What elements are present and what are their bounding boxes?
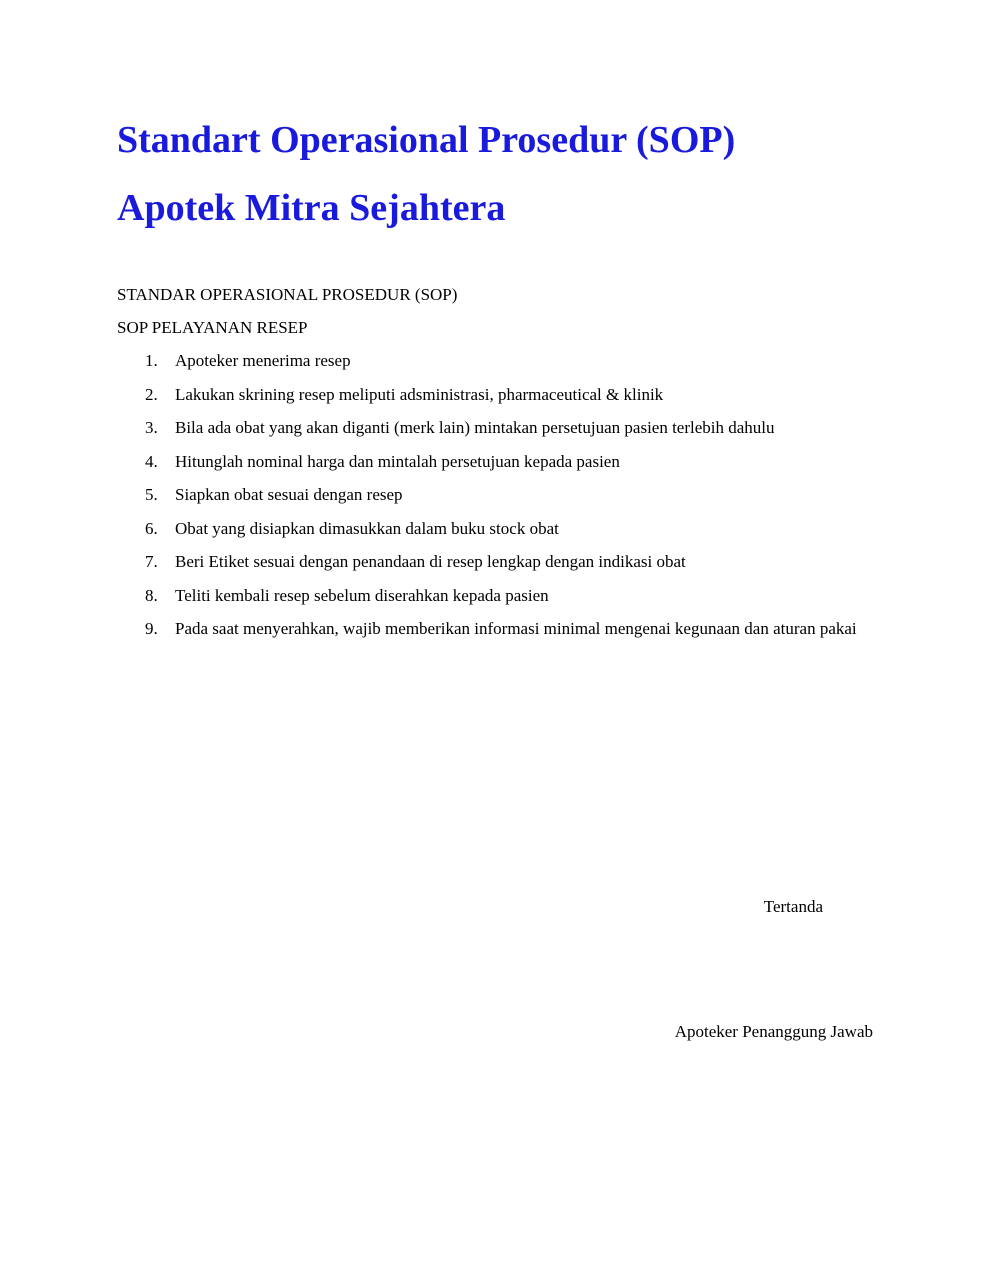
step-number: 9. <box>145 619 158 638</box>
procedure-step <box>0 351 989 385</box>
step-number: 6. <box>145 518 158 538</box>
step-text: Obat yang disiapkan dimasukkan dalam buku stock obat <box>175 518 559 538</box>
step-number: 3. <box>145 418 158 437</box>
document-title-line-2: Apotek Mitra Sejahtera <box>117 187 506 229</box>
procedure-step <box>0 452 989 486</box>
step-text: Teliti kembali resep sebelum diserahkan kepada pasien <box>175 585 549 605</box>
procedure-steps-list <box>0 351 989 653</box>
procedure-step <box>0 418 989 452</box>
step-number: 8. <box>145 585 158 605</box>
document-title-line-1: Standart Operasional Prosedur (SOP) <box>117 119 736 161</box>
step-number: 5. <box>145 485 158 504</box>
step-text: Bila ada obat yang akan diganti (merk lain) mintakan persetujuan pasien terlebih dahulu <box>175 418 775 437</box>
procedure-step <box>0 385 989 419</box>
procedure-step <box>0 485 989 519</box>
procedure-step <box>0 619 989 653</box>
step-number: 7. <box>145 552 158 571</box>
procedure-step <box>0 552 989 586</box>
step-text: Siapkan obat sesuai dengan resep <box>175 485 403 504</box>
step-number: 1. <box>145 351 158 370</box>
step-text: Beri Etiket sesuai dengan penandaan di resep lengkap dengan indikasi obat <box>175 552 686 571</box>
step-number: 4. <box>145 451 158 471</box>
step-text: Lakukan skrining resep meliputi adsministrasi, pharmaceutical & klinik <box>175 384 664 404</box>
section-heading-pelayanan-resep: SOP PELAYANAN RESEP <box>117 318 308 337</box>
procedure-step <box>0 519 989 553</box>
step-text: Apoteker menerima resep <box>175 351 351 370</box>
signature-label: Tertanda <box>763 897 823 916</box>
signatory-title: Apoteker Penanggung Jawab <box>674 1022 873 1041</box>
step-number: 2. <box>145 384 158 404</box>
section-heading-sop: STANDAR OPERASIONAL PROSEDUR (SOP) <box>117 285 458 304</box>
step-text: Hitunglah nominal harga dan mintalah persetujuan kepada pasien <box>175 451 620 471</box>
step-text: Pada saat menyerahkan, wajib memberikan informasi minimal mengenai kegunaan dan aturan pakai <box>175 619 857 638</box>
